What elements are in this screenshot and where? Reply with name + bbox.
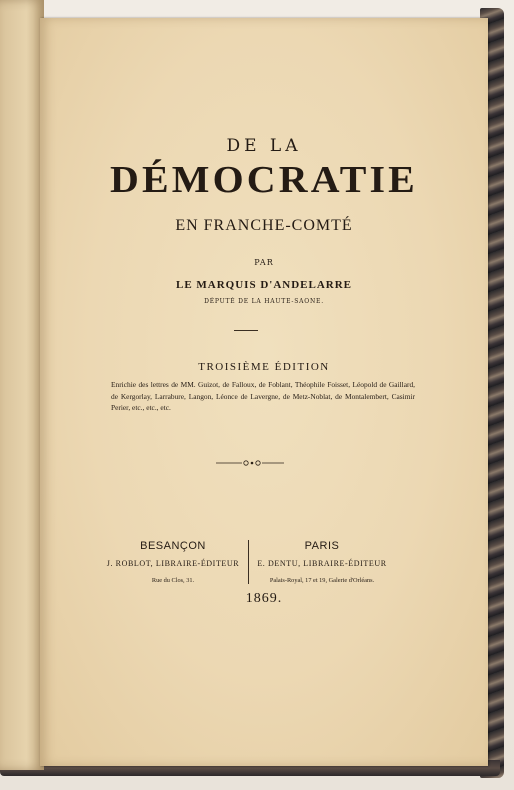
subtitle: EN FRANCHE-COMTÉ xyxy=(175,217,353,234)
short-rule xyxy=(234,330,258,331)
imprint-left-city: BESANÇON xyxy=(140,540,206,552)
enrichment-note: Enrichie des lettres de MM. Guizot, de Falloux, de Foblant, Théophile Foisset, Léopold de Gaillard, de Kergorlay, Larrabure, Langon, Léonce de Lavergne, de Metz-Noblat, de Montalembert, Casimir Perier, etc., etc., etc. xyxy=(111,380,415,413)
imprint-right-address: Palais-Royal, 17 et 19, Galerie d'Orléans. xyxy=(269,577,375,584)
imprint-right-city: PARIS xyxy=(304,540,340,552)
imprint-left-address: Rue du Clos, 31. xyxy=(151,577,195,584)
title-page xyxy=(40,18,488,766)
facing-page xyxy=(0,0,44,770)
ornament-divider xyxy=(216,458,284,468)
imprint-right-publisher: E. DENTU, LIBRAIRE-ÉDITEUR xyxy=(257,559,387,568)
main-title: DÉMOCRATIE xyxy=(110,159,418,201)
edition-heading: TROISIÈME ÉDITION xyxy=(198,361,330,373)
author-role: DÉPUTÉ DE LA HAUTE-SAONE. xyxy=(204,298,324,305)
imprint-left-publisher: J. ROBLOT, LIBRAIRE-ÉDITEUR xyxy=(106,559,240,568)
author-name: LE MARQUIS D'ANDELARRE xyxy=(175,279,353,291)
imprint-divider xyxy=(248,540,249,584)
pre-title: DE LA xyxy=(226,136,302,156)
by-line: PAR xyxy=(254,258,274,267)
publication-year: 1869. xyxy=(245,591,283,606)
